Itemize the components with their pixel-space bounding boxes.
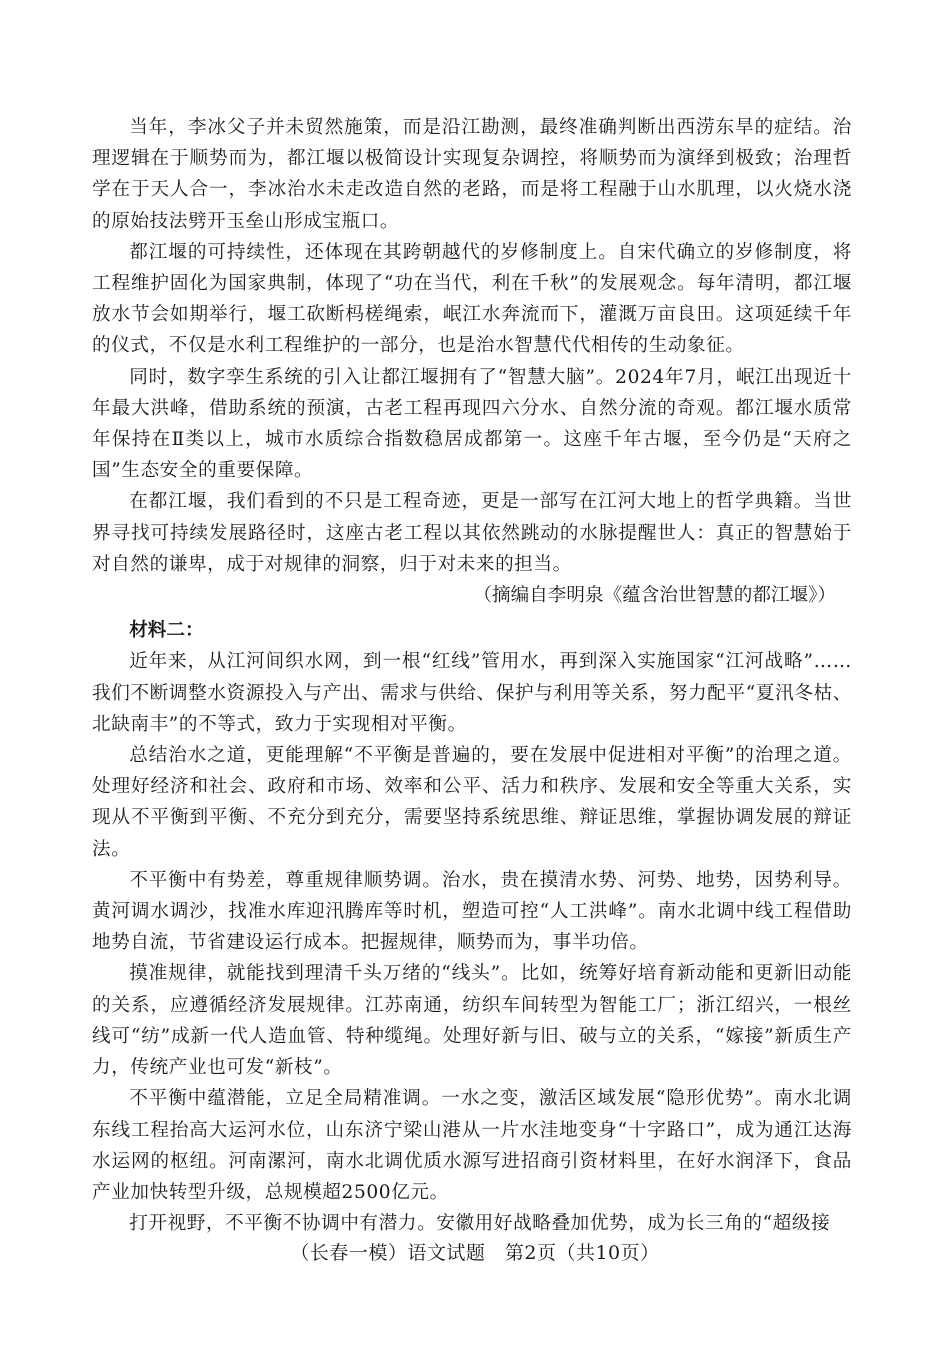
passage-paragraph: 当年，李冰父子并未贸然施策，而是沿江勘测，最终准确判断出西涝东旱的症结。治理逻辑在于顺势而为，都江堰以极简设计实现复杂调控，将顺势而为演绎到极致；治理哲学在于天人合一，李冰治水未走改造自然的老路，而是将工程融于山水肌理，以火烧水浇的原始技法劈开玉垒山形成宝瓶口。 (92, 117, 852, 232)
passage-paragraph: 都江堰的可持续性，还体现在其跨朝越代的岁修制度上。自宋代确立的岁修制度，将工程维护固化为国家典制，体现了“功在当代，利在千秋”的发展观念。每年清明，都江堰放水节会如期举行，堰工砍断杩槎绳索，岷江水奔流而下，灌溉万亩良田。这项延续千年的仪式，不仅是水利工程维护的一部分，也是治水智慧代代相传的生动象征。 (92, 241, 852, 357)
passage-paragraph: 近年来，从江河间织水网，到一根“红线”管用水，再到深入实施国家“江河战略”……我们不断调整水资源投入与产出、需求与供给、保护与利用等关系，努力配平“夏汛冬枯、北缺南丰”的不等式，致力于实现相对平衡。 (92, 651, 852, 735)
page-footer: （长春一模）语文试题 第2页（共10页） (290, 1242, 660, 1264)
passage-paragraph: 不平衡中有势差，尊重规律顺势调。治水，贵在摸清水势、河势、地势，因势利导。黄河调水调沙，找准水库迎汛腾库等时机，塑造可控“人工洪峰”。南水北调中线工程借助地势自流，节省建设运行成本。把握规律，顺势而为，事半功倍。 (92, 869, 852, 954)
material-two-heading: 材料二： (129, 620, 204, 642)
source-citation: （摘编自李明泉《蕴含治世智慧的都江堰》） (473, 585, 836, 607)
passage-paragraph: 摸准规律，就能找到理清千头万绪的“线头”。比如，统筹好培育新动能和更新旧动能的关系，应遵循经济发展规律。江苏南通，纺织车间转型为智能工厂；浙江绍兴，一根丝线可“纺”成新一代人造血管、特种缆绳。处理好新与旧、破与立的关系，“嫁接”新质生产力，传统产业也可发“新枝”。 (92, 963, 852, 1079)
passage-paragraph: 在都江堰，我们看到的不只是工程奇迹，更是一部写在江河大地上的哲学典籍。当世界寻找可持续发展路径时，这座古老工程以其依然跳动的水脉提醒世人：真正的智慧始于对自然的谦卑，成于对规律的洞察，归于对未来的担当。 (92, 491, 852, 575)
passage-paragraph: 总结治水之道，更能理解“不平衡是普遍的，要在发展中促进相对平衡”的治理之道。处理好经济和社会、政府和市场、效率和公平、活力和秩序、发展和安全等重大关系，实现从不平衡到平衡、不充分到充分，需要坚持系统思维、辩证思维，掌握协调发展的辩证法。 (92, 745, 852, 860)
passage-paragraph: 不平衡中蕴潜能，立足全局精准调。一水之变，激活区域发展“隐形优势”。南水北调东线工程抬高大运河水位，山东济宁梁山港从一片水洼地变身“十字路口”，成为通江达海水运网的枢纽。河南漯河，南水北调优质水源写进招商引资材料里，在好水润泽下，食品产业加快转型升级，总规模超2500亿元。 (92, 1088, 852, 1203)
passage-body (92, 112, 852, 1239)
passage-paragraph: 同时，数字孪生系统的引入让都江堰拥有了“智慧大脑”。2024年7月，岷江出现近十年最大洪峰，借助系统的预演，古老工程再现四六分水、自然分流的奇观。都江堰水质常年保持在Ⅱ类以上，城市水质综合指数稳居成都第一。这座千年古堰，至今仍是“天府之国”生态安全的重要保障。 (92, 366, 852, 482)
passage-paragraph: 打开视野，不平衡不协调中有潜力。安徽用好战略叠加优势，成为长三角的“超级接 (129, 1213, 831, 1235)
